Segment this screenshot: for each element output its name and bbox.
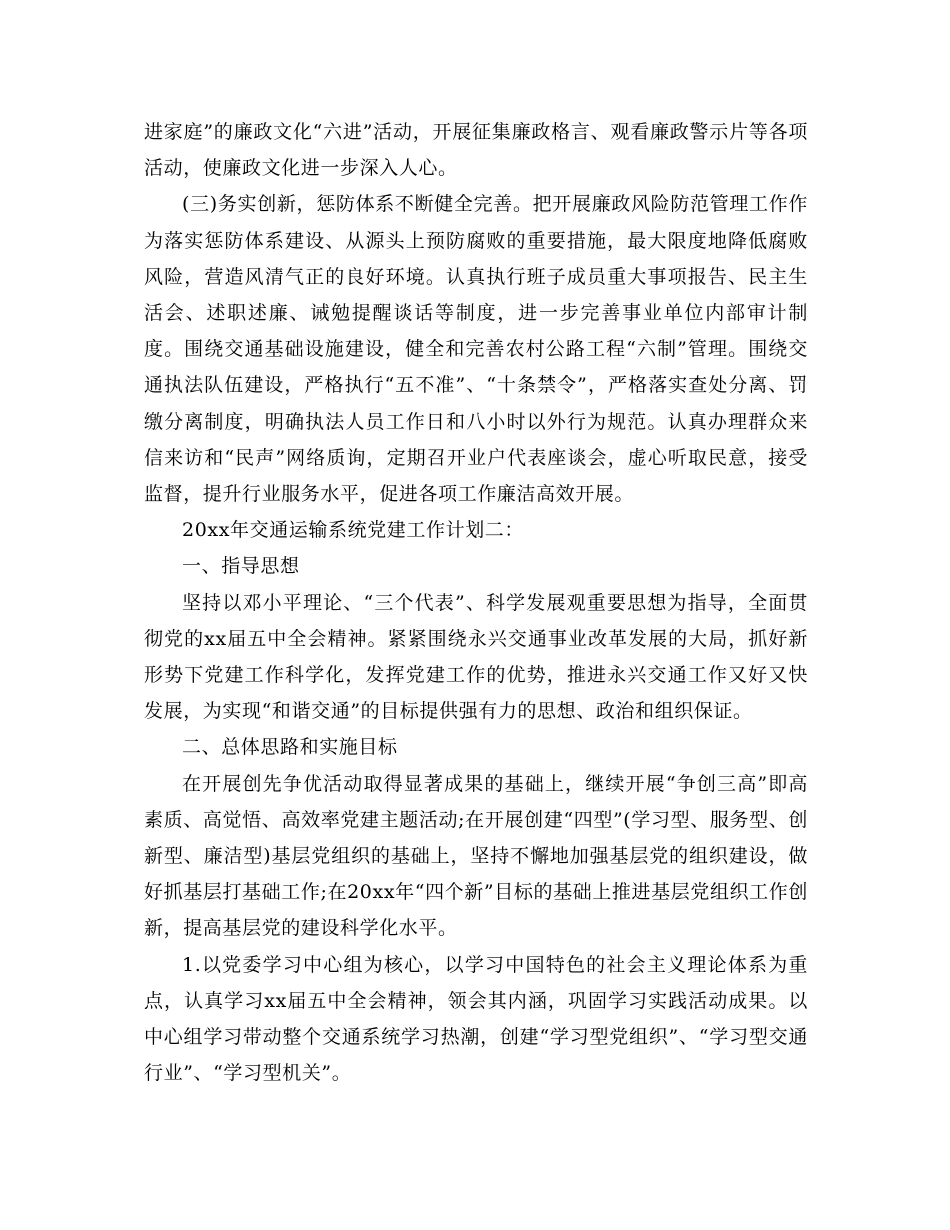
heading-guiding-ideology: 一、指导思想 <box>182 555 300 578</box>
document-page <box>144 114 808 1091</box>
paragraph-guiding-ideology: 坚持以邓小平理论、“三个代表”、科学发展观重要思想为指导，全面贯彻党的xx届五中全会精神。紧紧围绕永兴交通事业改革发展的大局，抓好新形势下党建工作科学化，发挥党建工作的优势，推进永兴交通工作又好又快发展，为实现“和谐交通”的目标提供强有力的思想、政治和组织保证。 <box>144 591 808 723</box>
plan-two-title: 20xx年交通运输系统党建工作计划二： <box>182 519 525 542</box>
paragraph-item-one: 1.以党委学习中心组为核心，以学习中国特色的社会主义理论体系为重点，认真学习xx届五中全会精神，领会其内涵，巩固学习实践活动成果。以中心组学习带动整个交通系统学习热潮，创建“学习型党组织”、“学习型交通行业”、“学习型机关”。 <box>144 953 808 1085</box>
heading-overall-approach: 二、总体思路和实施目标 <box>182 736 398 759</box>
paragraph-section-three: (三)务实创新，惩防体系不断健全完善。把开展廉政风险防范管理工作作为落实惩防体系建设、从源头上预防腐败的重要措施，最大限度地降低腐败风险，营造风清气正的良好环境。认真执行班子成员重大事项报告、民主生活会、述职述廉、诫勉提醒谈话等制度，进一步完善事业单位内部审计制度。围绕交通基础设施建设，健全和完善农村公路工程“六制”管理。围绕交通执法队伍建设，严格执行“五不准”、“十条禁令”，严格落实查处分离、罚缴分离制度，明确执法人员工作日和八小时以外行为规范。认真办理群众来信来访和“民声”网络质询，定期召开业户代表座谈会，虚心听取民意，接受监督，提升行业服务水平，促进各项工作廉洁高效开展。 <box>144 193 808 506</box>
paragraph-overall-approach: 在开展创先争优活动取得显著成果的基础上，继续开展“争创三高”即高素质、高觉悟、高效率党建主题活动;在开展创建“四型”(学习型、服务型、创新型、廉洁型)基层党组织的基础上，坚持不懈地加强基层党的组织建设，做好抓基层打基础工作;在20xx年“四个新”目标的基础上推进基层党组织工作创新，提高基层党的建设科学化水平。 <box>144 772 808 940</box>
paragraph-continuation: 进家庭”的廉政文化“六进”活动，开展征集廉政格言、观看廉政警示片等各项活动，使廉政文化进一步深入人心。 <box>144 121 808 180</box>
